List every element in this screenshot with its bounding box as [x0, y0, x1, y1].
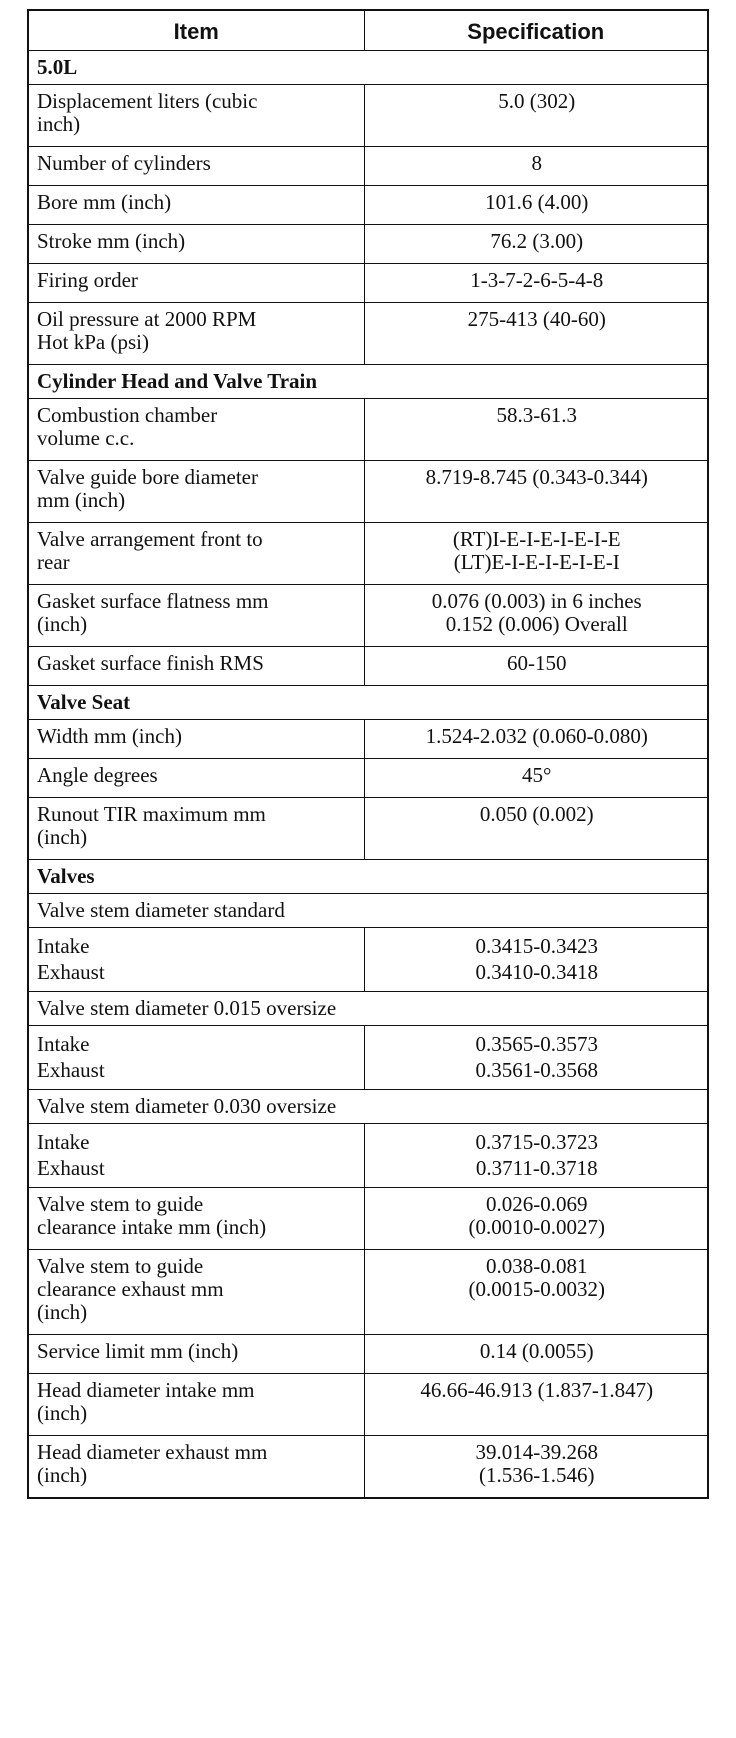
item-line: Number of cylinders	[37, 151, 211, 175]
specification-column-header: Specification	[364, 10, 708, 51]
spec-line: 101.6 (4.00)	[485, 190, 589, 214]
item-cell	[28, 1436, 364, 1499]
spec-line: 0.3415-0.3423	[475, 934, 598, 958]
item-cell	[28, 1250, 364, 1335]
spec-line: (0.0015-0.0032)	[468, 1277, 605, 1301]
item-cell	[28, 1188, 364, 1250]
table-row	[28, 1188, 708, 1250]
spec-line: (LT)E-I-E-I-E-I-E-I	[453, 550, 620, 574]
subsection-row-oversize-015	[28, 992, 708, 1026]
section-title-cylinder-head: Cylinder Head and Valve Train	[28, 365, 708, 399]
table-row	[28, 399, 708, 461]
item-line: Valve stem to guide	[37, 1192, 204, 1216]
item-cell	[28, 1026, 364, 1090]
item-line: Displacement liters (cubic	[37, 89, 258, 113]
spec-cell	[364, 647, 708, 686]
spec-line: 0.038-0.081	[486, 1254, 588, 1278]
spec-line: 275-413 (40-60)	[467, 307, 606, 331]
spec-cell	[364, 1335, 708, 1374]
table-row	[28, 585, 708, 647]
spec-cell	[364, 1436, 708, 1499]
table-row	[28, 1250, 708, 1335]
spec-line: 0.14 (0.0055)	[479, 1339, 594, 1363]
item-line: Angle degrees	[37, 763, 158, 787]
item-line: mm (inch)	[37, 488, 126, 512]
spec-cell	[364, 225, 708, 264]
item-line: Intake	[37, 1130, 90, 1154]
table-row	[28, 303, 708, 365]
item-line: inch)	[37, 112, 81, 136]
spec-line: (0.0010-0.0027)	[468, 1215, 605, 1239]
table-row	[28, 1374, 708, 1436]
spec-line: (1.536-1.546)	[479, 1463, 595, 1487]
spec-cell	[364, 1188, 708, 1250]
spec-line: 46.66-46.913 (1.837-1.847)	[420, 1378, 654, 1402]
table-row	[28, 720, 708, 759]
item-cell	[28, 798, 364, 860]
spec-line: 76.2 (3.00)	[490, 229, 584, 253]
subsection-row-oversize-030	[28, 1090, 708, 1124]
item-line: clearance intake mm (inch)	[37, 1215, 267, 1239]
spec-cell	[364, 186, 708, 225]
spec-line: 5.0 (302)	[498, 89, 576, 113]
item-line: Intake	[37, 1032, 90, 1056]
item-line: Bore mm (inch)	[37, 190, 172, 214]
spec-cell	[364, 399, 708, 461]
item-line: Combustion chamber	[37, 403, 218, 427]
item-cell	[28, 647, 364, 686]
item-cell	[28, 264, 364, 303]
spec-cell	[364, 1124, 708, 1188]
spec-cell	[364, 147, 708, 186]
table-row	[28, 85, 708, 147]
item-line: Exhaust	[37, 960, 105, 984]
spec-line: 0.076 (0.003) in 6 inches	[431, 589, 642, 613]
spec-line: 0.3715-0.3723	[475, 1130, 598, 1154]
item-line: Gasket surface finish RMS	[37, 651, 264, 675]
spec-cell	[364, 1374, 708, 1436]
item-line: Head diameter exhaust mm	[37, 1440, 268, 1464]
table-row	[28, 186, 708, 225]
spec-line: 45°	[522, 763, 552, 787]
spec-line: (RT)I-E-I-E-I-E-I-E	[452, 527, 621, 551]
spec-cell	[364, 85, 708, 147]
subsection-title-oversize-015: Valve stem diameter 0.015 oversize	[28, 992, 708, 1026]
item-line: Head diameter intake mm	[37, 1378, 255, 1402]
spec-cell	[364, 928, 708, 992]
table-row	[28, 1436, 708, 1499]
item-line: Exhaust	[37, 1156, 105, 1180]
item-column-header: Item	[28, 10, 364, 51]
spec-line: 8.719-8.745 (0.343-0.344)	[425, 465, 648, 489]
item-cell	[28, 147, 364, 186]
table-row	[28, 759, 708, 798]
spec-line: 0.050 (0.002)	[479, 802, 594, 826]
item-line: Valve arrangement front to	[37, 527, 263, 551]
spec-cell	[364, 523, 708, 585]
spec-line: 1.524-2.032 (0.060-0.080)	[425, 724, 648, 748]
item-line: (inch)	[37, 1463, 88, 1487]
item-cell	[28, 585, 364, 647]
section-row-valves	[28, 860, 708, 894]
item-line: Exhaust	[37, 1058, 105, 1082]
spec-line: 0.3410-0.3418	[475, 960, 598, 984]
item-line: Oil pressure at 2000 RPM	[37, 307, 257, 331]
spec-line: 8	[531, 151, 542, 175]
item-cell	[28, 186, 364, 225]
subsection-row-standard	[28, 894, 708, 928]
item-line: (inch)	[37, 612, 88, 636]
spec-line: 60-150	[507, 651, 567, 675]
table-row	[28, 461, 708, 523]
spec-line: 0.3561-0.3568	[475, 1058, 598, 1082]
section-title-valve-seat: Valve Seat	[28, 686, 708, 720]
item-cell	[28, 225, 364, 264]
item-line: rear	[37, 550, 70, 574]
item-line: volume c.c.	[37, 426, 135, 450]
spec-line: 0.026-0.069	[486, 1192, 588, 1216]
item-line: (inch)	[37, 825, 88, 849]
item-cell	[28, 720, 364, 759]
table-row	[28, 225, 708, 264]
spec-line: 0.152 (0.006) Overall	[445, 612, 628, 636]
spec-cell	[364, 759, 708, 798]
section-title-engine: 5.0L	[28, 51, 708, 85]
item-line: Stroke mm (inch)	[37, 229, 186, 253]
spec-line: 1-3-7-2-6-5-4-8	[470, 268, 604, 292]
table-row	[28, 147, 708, 186]
item-line: (inch)	[37, 1401, 88, 1425]
section-row-engine	[28, 51, 708, 85]
item-line: clearance exhaust mm	[37, 1277, 224, 1301]
spec-cell	[364, 720, 708, 759]
table-row	[28, 928, 708, 992]
item-cell	[28, 399, 364, 461]
header-row	[28, 10, 708, 51]
item-line: Runout TIR maximum mm	[37, 802, 266, 826]
spec-line: 0.3711-0.3718	[475, 1156, 598, 1180]
table-row	[28, 1124, 708, 1188]
item-line: (inch)	[37, 1300, 88, 1324]
section-title-valves: Valves	[28, 860, 708, 894]
item-line: Firing order	[37, 268, 138, 292]
item-cell	[28, 1124, 364, 1188]
item-line: Service limit mm (inch)	[37, 1339, 239, 1363]
spec-line: 0.3565-0.3573	[475, 1032, 598, 1056]
item-cell	[28, 928, 364, 992]
item-line: Gasket surface flatness mm	[37, 589, 269, 613]
item-cell	[28, 461, 364, 523]
table-row	[28, 1026, 708, 1090]
table-row	[28, 523, 708, 585]
item-cell	[28, 759, 364, 798]
item-cell	[28, 303, 364, 365]
subsection-title-standard: Valve stem diameter standard	[28, 894, 708, 928]
spec-cell	[364, 264, 708, 303]
spec-line: 58.3-61.3	[496, 403, 577, 427]
table-row	[28, 1335, 708, 1374]
item-cell	[28, 1335, 364, 1374]
item-cell	[28, 85, 364, 147]
item-line: Intake	[37, 934, 90, 958]
subsection-title-oversize-030: Valve stem diameter 0.030 oversize	[28, 1090, 708, 1124]
specification-table	[27, 9, 709, 1499]
spec-cell	[364, 303, 708, 365]
spec-cell	[364, 1026, 708, 1090]
item-line: Valve stem to guide	[37, 1254, 204, 1278]
spec-cell	[364, 798, 708, 860]
item-line: Hot kPa (psi)	[37, 330, 149, 354]
item-line: Width mm (inch)	[37, 724, 182, 748]
table-row	[28, 798, 708, 860]
spec-line: 39.014-39.268	[475, 1440, 598, 1464]
spec-cell	[364, 461, 708, 523]
spec-cell	[364, 585, 708, 647]
item-cell	[28, 1374, 364, 1436]
table-row	[28, 647, 708, 686]
section-row-cylinder-head	[28, 365, 708, 399]
section-row-valve-seat	[28, 686, 708, 720]
item-cell	[28, 523, 364, 585]
spec-cell	[364, 1250, 708, 1335]
table-row	[28, 264, 708, 303]
item-line: Valve guide bore diameter	[37, 465, 258, 489]
